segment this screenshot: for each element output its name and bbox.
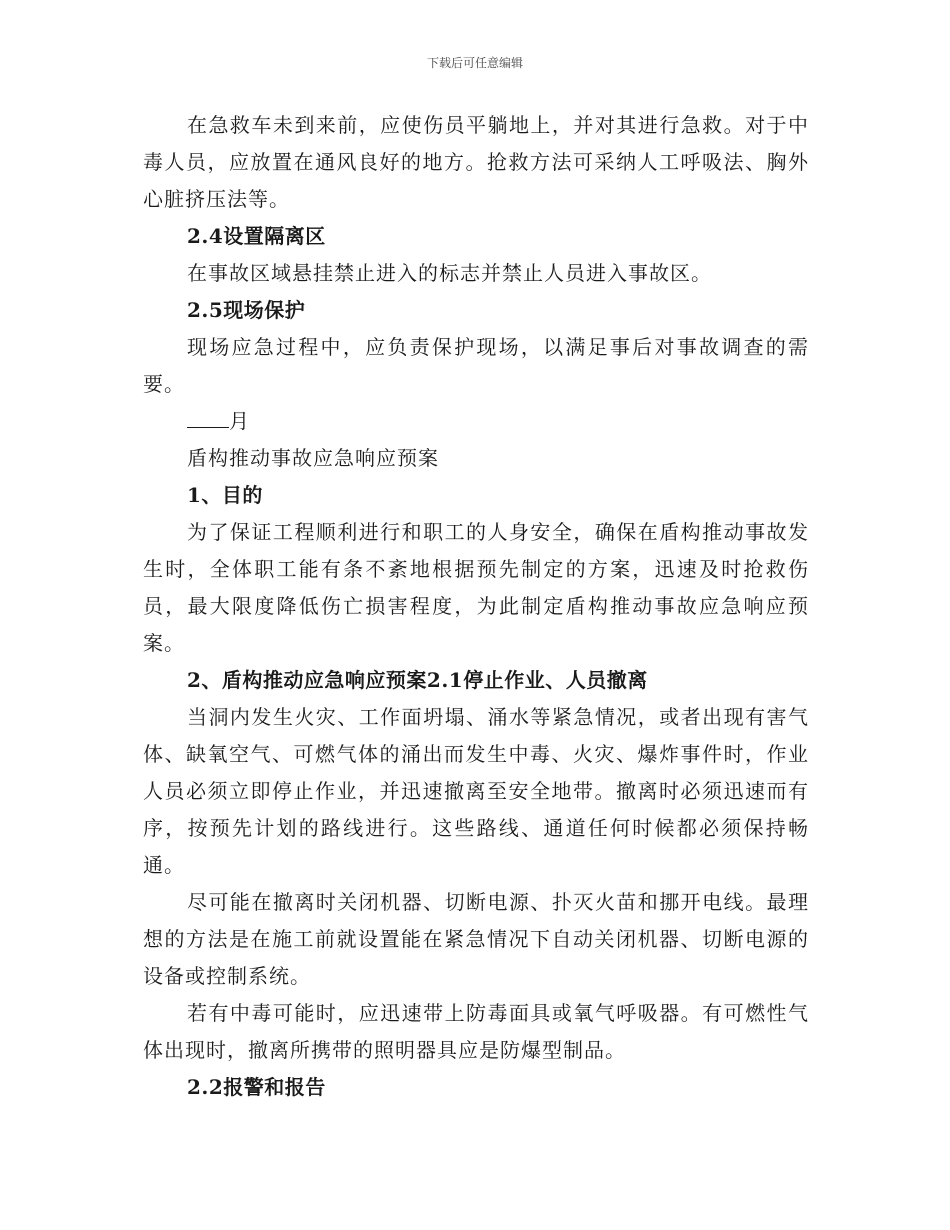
heading-2-1: 2、盾构推动应急响应预案2.1停止作业、人员撤离: [187, 668, 648, 692]
paragraph-purpose: 为了保证工程顺利进行和职工的人身安全，确保在盾构推动事故发生时，全体职工能有条不紊地根据预先制定的方案，迅速及时抢救伤员，最大限度降低伤亡损害程度，为此制定盾构推动事故应急响应预案。: [143, 520, 809, 655]
blank-underline: [187, 409, 229, 428]
paragraph-shutdown: 尽可能在撤离时关闭机器、切断电源、扑灭火苗和挪开电线。最理想的方法是在施工前就设置能在紧急情况下自动关闭机器、切断电源的设备或控制系统。: [143, 890, 809, 988]
heading-1: 1、目的: [187, 483, 263, 507]
date-line: [143, 403, 809, 440]
month-label: 月: [229, 409, 250, 433]
page-header: 下载后可任意编辑: [426, 56, 523, 70]
heading-2-2: 2.2报警和报告: [187, 1075, 326, 1099]
document-body: [143, 107, 809, 1106]
heading-2-5: 2.5现场保护: [187, 298, 306, 322]
paragraph-gas: 若有中毒可能时，应迅速带上防毒面具或氧气呼吸器。有可燃性气体出现时，撤离所携带的照明器具应是防爆型制品。: [143, 1001, 809, 1062]
paragraph-first-aid: 在急救车未到来前，应使伤员平躺地上，并对其进行急救。对于中毒人员，应放置在通风良好的地方。抢救方法可采纳人工呼吸法、胸外心脏挤压法等。: [143, 113, 809, 211]
heading-2-4: 2.4设置隔离区: [187, 224, 326, 248]
document-title: 盾构推动事故应急响应预案: [187, 446, 439, 470]
paragraph-isolation: 在事故区域悬挂禁止进入的标志并禁止人员进入事故区。: [187, 261, 712, 285]
paragraph-site-protection: 现场应急过程中，应负责保护现场，以满足事后对事故调查的需要。: [143, 335, 809, 396]
paragraph-evacuation: 当洞内发生火灾、工作面坍塌、涌水等紧急情况，或者出现有害气体、缺氧空气、可燃气体的涌出而发生中毒、火灾、爆炸事件时，作业人员必须立即停止作业，并迅速撤离至安全地带。撤离时必须迅速而有序，按预先计划的路线进行。这些路线、通道任何时候都必须保持畅通。: [143, 705, 809, 877]
